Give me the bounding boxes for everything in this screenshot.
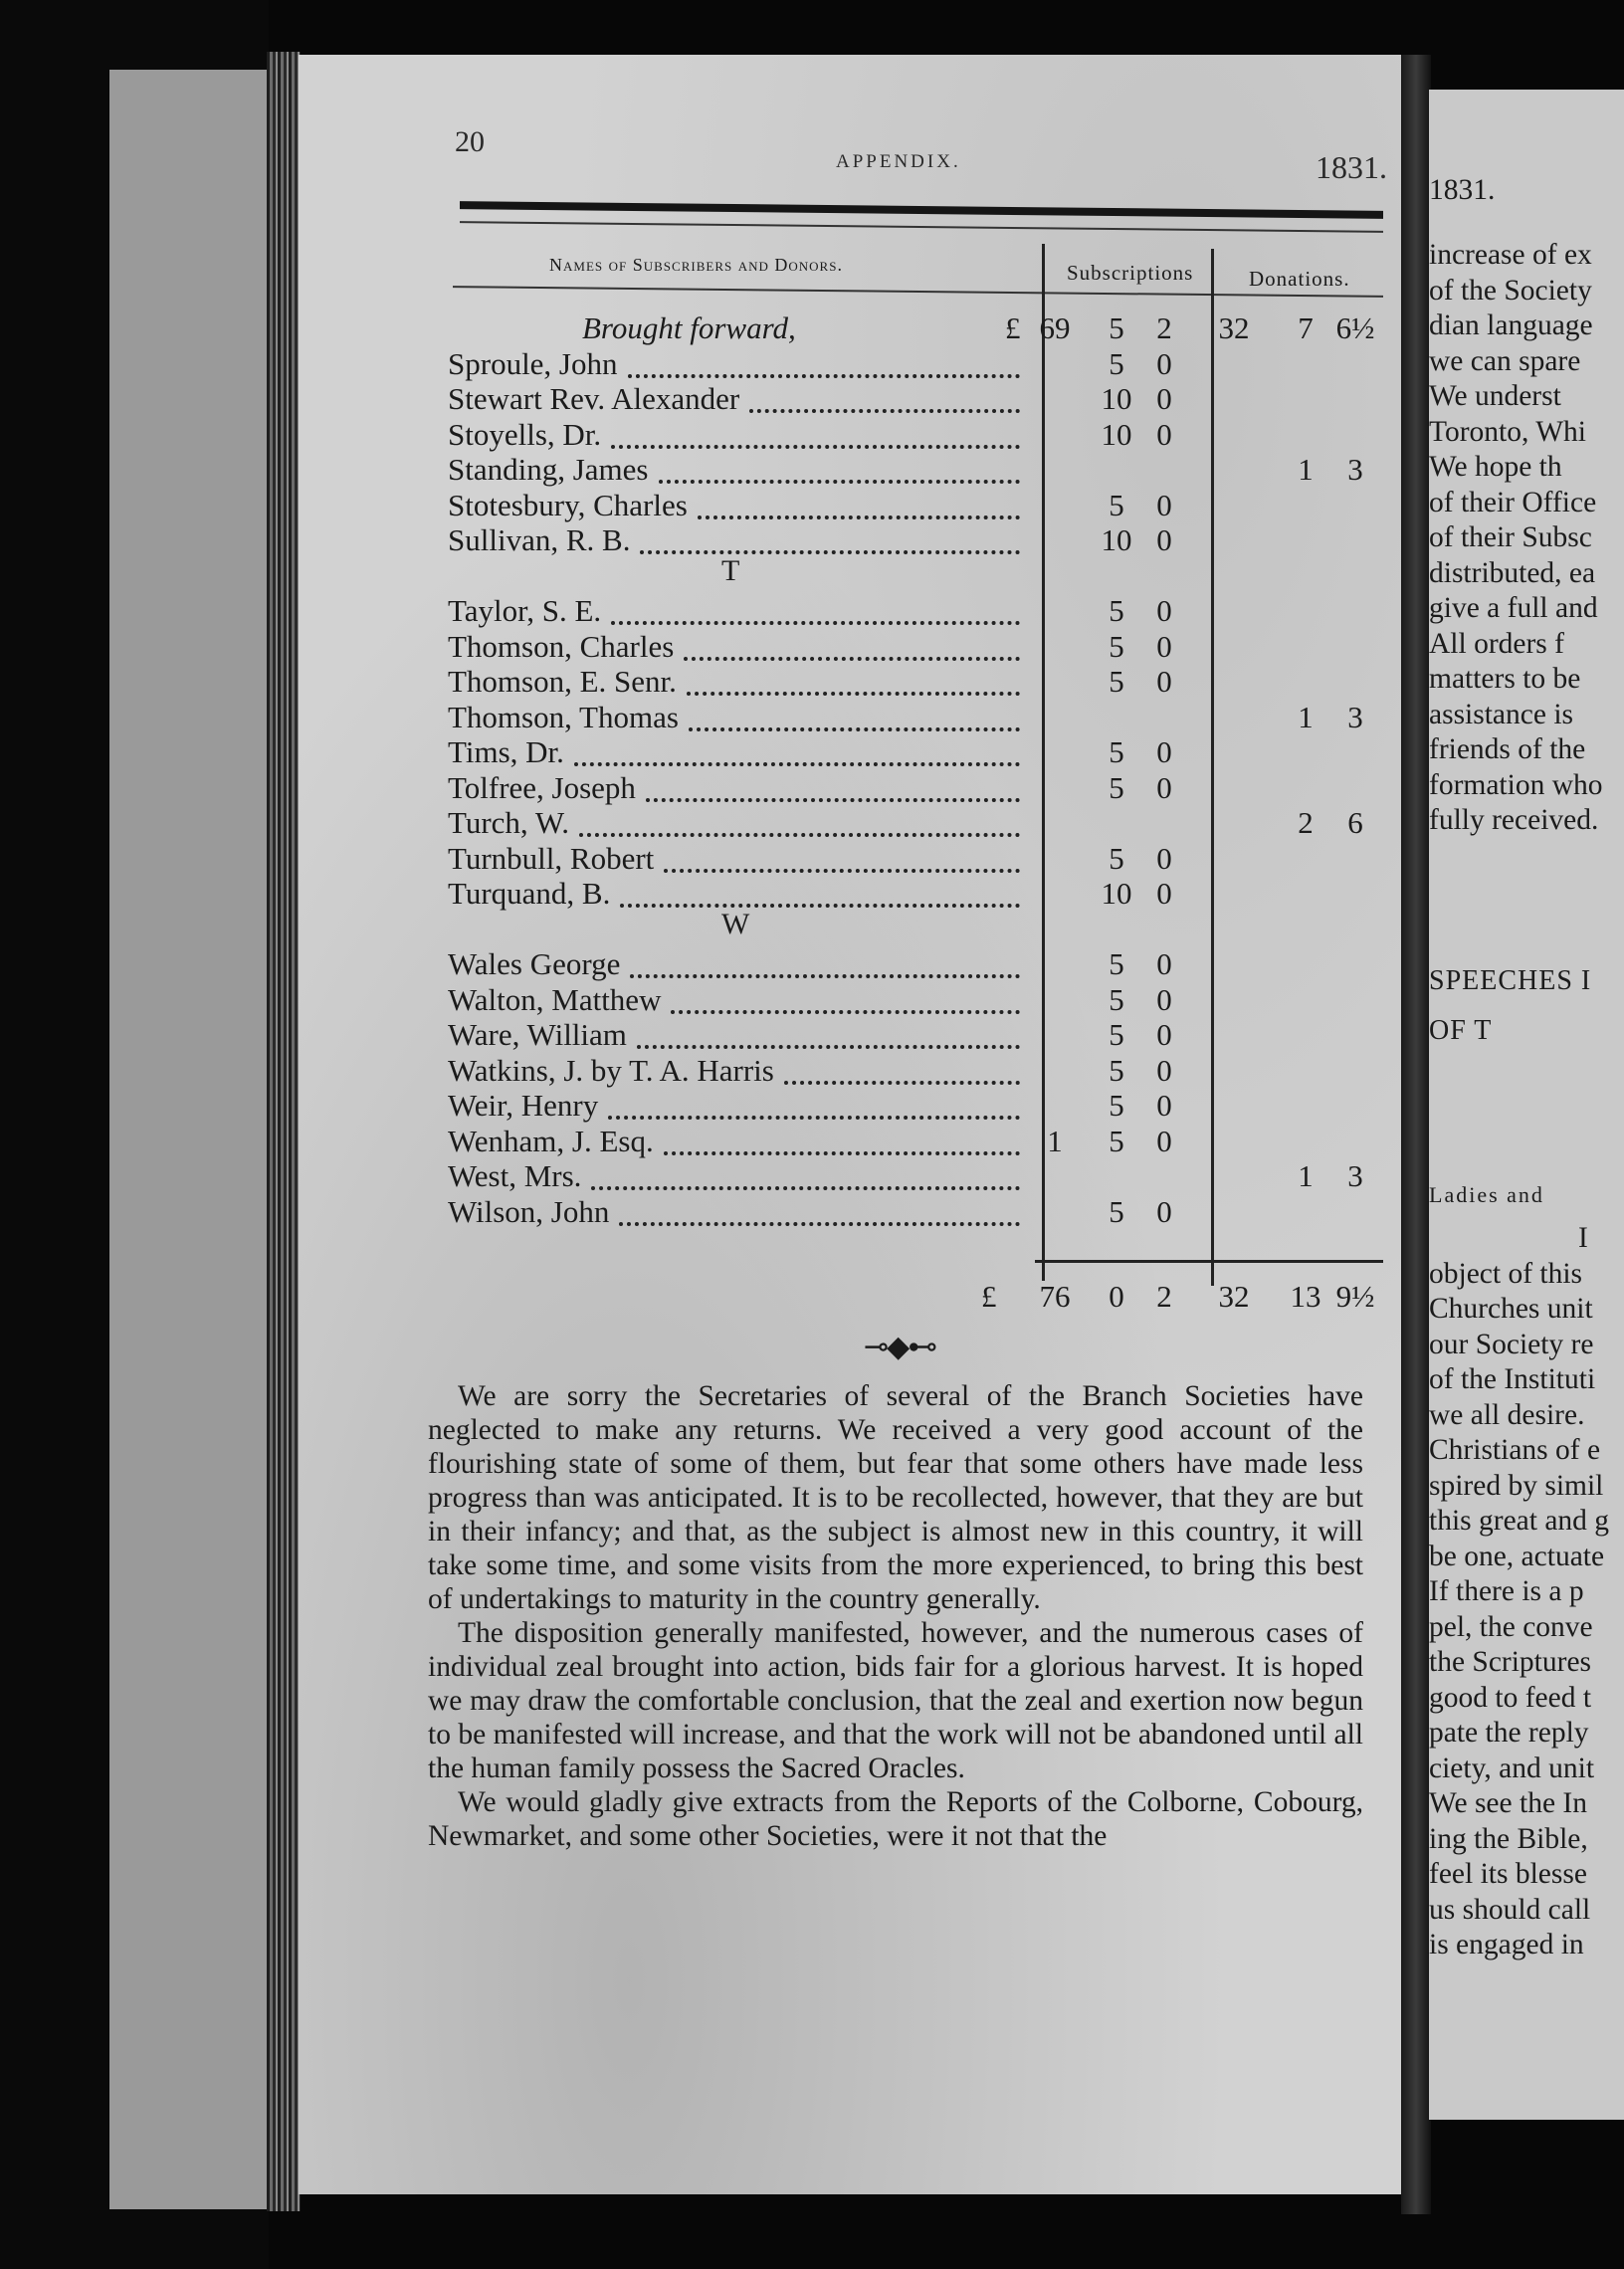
table-row <box>448 522 1388 558</box>
right-page-line: of their Office <box>1429 486 1597 518</box>
subscription-amount: 5 <box>1109 1052 1124 1088</box>
subscription-amount: 5 <box>1109 487 1124 522</box>
subscriber-name: Weir, Henry <box>448 1088 599 1123</box>
table-row <box>448 734 1388 770</box>
subscription-amount: 0 <box>1156 345 1172 381</box>
subscription-amount: 0 <box>1156 946 1172 981</box>
right-page-line: fully received. <box>1429 804 1599 836</box>
table-row <box>448 841 1388 877</box>
right-page-line: us should call <box>1429 1893 1591 1926</box>
right-page-line: formation who <box>1429 768 1603 801</box>
table-row <box>448 664 1388 700</box>
ornament-divider: ⊸◆⊷ <box>864 1331 936 1363</box>
subscriber-name: Tims, Dr. <box>448 734 564 769</box>
right-page-line: of the Society <box>1429 274 1592 307</box>
subscription-amount: 0 <box>1156 734 1172 769</box>
subscriber-name: Taylor, S. E. <box>448 593 602 628</box>
right-page-line: matters to be <box>1429 663 1581 695</box>
donation-amount: 3 <box>1347 699 1363 734</box>
leader-dots <box>637 1041 1020 1049</box>
subscriber-name: Thomson, Charles <box>448 628 675 664</box>
leader-dots <box>619 1218 1020 1226</box>
right-page-line: assistance is <box>1429 698 1574 730</box>
leader-dots <box>611 441 1020 449</box>
table-row <box>448 346 1388 382</box>
subscriber-name: Turquand, B. <box>448 876 611 911</box>
subscriber-name: Sullivan, R. B. <box>448 522 631 557</box>
right-page-line: ciety, and unit <box>1429 1752 1595 1784</box>
subscription-amount: 0 <box>1156 981 1172 1017</box>
subscription-amount: 0 <box>1156 522 1172 557</box>
subscriber-name: West, Mrs. <box>448 1158 582 1193</box>
subscription-amount: 0 <box>1156 1052 1172 1088</box>
subscription-amount: 0 <box>1156 487 1172 522</box>
leader-dots <box>579 829 1020 837</box>
subscription-amount: 5 <box>1109 1123 1124 1158</box>
leader-dots <box>687 688 1020 696</box>
leader-dots <box>664 865 1020 873</box>
brought-forward-label: Brought forward, <box>582 310 796 345</box>
right-page-line: object of this <box>1429 1257 1583 1290</box>
right-page-line: be one, actuate <box>1429 1540 1605 1572</box>
leader-dots <box>784 1077 1020 1085</box>
right-page-line: I <box>1578 1222 1588 1254</box>
subscriber-name: Turch, W. <box>448 805 570 840</box>
right-page-heading: OF T <box>1429 1015 1493 1046</box>
right-page-line: good to feed t <box>1429 1681 1592 1714</box>
subscriber-name: Stewart Rev. Alexander <box>448 381 740 416</box>
right-page-line: All orders f <box>1429 627 1564 660</box>
leader-dots <box>664 1147 1020 1155</box>
table-row <box>448 1158 1388 1194</box>
donation-amount: 3 <box>1347 1158 1363 1193</box>
table-row <box>448 770 1388 806</box>
subscription-amount: 5 <box>1109 345 1124 381</box>
subscriber-name: Sproule, John <box>448 345 618 381</box>
subscription-amount: 2 <box>1156 310 1172 345</box>
subscription-amount: 69 <box>1039 310 1071 345</box>
total-rule <box>1035 1260 1383 1263</box>
leader-dots <box>684 653 1020 661</box>
right-page-line: the Scriptures <box>1429 1646 1592 1678</box>
donation-amount: 32 <box>1218 310 1250 345</box>
subscriber-name: Standing, James <box>448 452 649 487</box>
subscription-amount: 0 <box>1156 1017 1172 1052</box>
donation-amount: 2 <box>1298 805 1314 840</box>
right-page-line: We see the In <box>1429 1787 1587 1819</box>
right-page-line: distributed, ea <box>1429 556 1596 589</box>
subscriber-name: Stotesbury, Charles <box>448 487 688 522</box>
table-row <box>448 1194 1388 1230</box>
subscription-amount: 0 <box>1156 769 1172 805</box>
right-page-line: If there is a p <box>1429 1575 1584 1607</box>
leader-dots <box>628 370 1021 378</box>
subscription-amount: 10 <box>1101 522 1132 557</box>
subscription-amount: 0 <box>1156 1123 1172 1158</box>
right-page-line: we all desire. <box>1429 1398 1585 1431</box>
right-page-line: is engaged in <box>1429 1929 1584 1960</box>
subscription-amount: 0 <box>1156 628 1172 664</box>
subscription-amount: 0 <box>1156 664 1172 699</box>
subscription-amount: 10 <box>1101 876 1132 911</box>
paragraph-3: We would gladly give extracts from the Reports of the Colborne, Cobourg, Newmarket, and some other Societies, were it not that the <box>428 1786 1363 1852</box>
right-page-line: our Society re <box>1429 1328 1594 1360</box>
total-subscription: 2 <box>1156 1279 1172 1314</box>
section-letter: T <box>721 553 740 587</box>
right-page-line: feel its blesse <box>1429 1858 1587 1890</box>
leader-dots <box>698 512 1020 519</box>
subscriber-name: Turnbull, Robert <box>448 840 655 876</box>
leader-dots <box>574 758 1020 766</box>
subscriber-name: Wenham, J. Esq. <box>448 1123 654 1158</box>
right-page-line: Toronto, Whi <box>1429 415 1586 448</box>
donation-amount: 6 <box>1347 805 1363 840</box>
header-year: 1831. <box>1316 149 1387 185</box>
page-number: 20 <box>455 125 485 158</box>
right-page-line: of their Subsc <box>1429 521 1592 553</box>
currency-symbol: £ <box>1005 310 1021 345</box>
table-row <box>448 700 1388 735</box>
right-page <box>1429 90 1624 2120</box>
subscription-amount: 5 <box>1109 840 1124 876</box>
table-row <box>448 946 1388 982</box>
donation-amount: 3 <box>1347 452 1363 487</box>
right-page-line: we can spare <box>1429 344 1581 377</box>
table-row <box>448 1053 1388 1089</box>
right-page-line: give a full and <box>1429 592 1598 624</box>
subscriber-name: Stoyells, Dr. <box>448 416 602 452</box>
subscription-amount: 5 <box>1109 981 1124 1017</box>
subscription-amount: 1 <box>1047 1123 1063 1158</box>
subscription-amount: 5 <box>1109 628 1124 664</box>
section-letter: W <box>721 907 750 940</box>
subscriber-name: Ware, William <box>448 1017 627 1052</box>
table-row <box>448 982 1388 1018</box>
subscription-amount: 0 <box>1156 1088 1172 1123</box>
subscription-amount: 0 <box>1156 876 1172 911</box>
leader-dots <box>611 617 1020 625</box>
subscription-amount: 5 <box>1109 664 1124 699</box>
brought-forward-row <box>448 310 1388 346</box>
subscription-amount: 5 <box>1109 946 1124 981</box>
total-donation: 9½ <box>1335 1279 1375 1314</box>
table-row <box>448 1124 1388 1159</box>
subscription-amount: 5 <box>1109 734 1124 769</box>
leader-dots <box>591 1182 1020 1190</box>
right-page-year: 1831. <box>1429 174 1496 206</box>
table-row <box>448 629 1388 665</box>
right-page-line: this great and g <box>1429 1505 1610 1537</box>
leader-dots <box>646 794 1020 802</box>
table-row <box>448 593 1388 629</box>
donation-amount: 7 <box>1298 310 1314 345</box>
subscription-amount: 0 <box>1156 381 1172 416</box>
leader-dots <box>671 1006 1020 1014</box>
leader-dots <box>630 970 1020 978</box>
subscription-amount: 5 <box>1109 1017 1124 1052</box>
subscription-amount: 0 <box>1156 840 1172 876</box>
donation-amount: 1 <box>1298 699 1314 734</box>
right-page-line: pel, the conve <box>1429 1610 1593 1643</box>
subscription-amount: 5 <box>1109 1193 1124 1229</box>
right-page-line: dian language <box>1429 309 1593 341</box>
total-subscription: 76 <box>1039 1279 1071 1314</box>
subscription-amount: 0 <box>1156 416 1172 452</box>
donation-amount: 1 <box>1298 1158 1314 1193</box>
book-spine <box>267 52 301 2211</box>
table-row <box>448 1088 1388 1124</box>
right-page-heading: Ladies and <box>1429 1182 1544 1207</box>
subscriber-name: Thomson, Thomas <box>448 699 679 734</box>
right-page-line: We underst <box>1429 380 1561 412</box>
paragraph-1: We are sorry the Secretaries of several of the Branch Societies have neglected to make any returns. We received a very good account of the flourishing state of some of them, but fear that some others have made less progress than was anticipated. It is to be recollected, however, that they are but in their infancy; and that, as the subject is almost new in this country, it will take some time, and some visits from the more experienced, to bring this best of undertakings to maturity in the country generally. <box>428 1380 1363 1615</box>
right-page-line: spired by simil <box>1429 1469 1604 1502</box>
table-row <box>448 417 1388 453</box>
table-row <box>448 1017 1388 1053</box>
currency-symbol: £ <box>981 1279 997 1314</box>
table-row <box>448 488 1388 523</box>
total-donation: 32 <box>1218 1279 1250 1314</box>
leader-dots <box>749 405 1020 413</box>
subscription-amount: 5 <box>1109 769 1124 805</box>
subscription-amount: 0 <box>1156 1193 1172 1229</box>
subscription-amount: 5 <box>1109 1088 1124 1123</box>
leader-dots <box>640 546 1020 554</box>
subscriber-name: Walton, Matthew <box>448 981 662 1017</box>
right-page-line: We hope th <box>1429 451 1562 483</box>
donation-amount: 1 <box>1298 452 1314 487</box>
paragraph-2: The disposition generally manifested, however, and the numerous cases of individual zeal brought into action, bids fair for a glorious harvest. It is hoped we may draw the comfortable conclusion, that the zeal and exertion now begun to be manifested will increase, and that the work will not be abandoned until all the human family possess the Sacred Oracles. <box>428 1617 1363 1784</box>
table-row <box>448 452 1388 488</box>
table-row <box>448 805 1388 841</box>
subscriber-name: Thomson, E. Senr. <box>448 664 677 699</box>
total-donation: 13 <box>1290 1279 1321 1314</box>
column-header-names: Names of Subscribers and Donors. <box>549 255 843 275</box>
subscription-amount: 0 <box>1156 593 1172 628</box>
subscription-amount: 10 <box>1101 416 1132 452</box>
table-row <box>448 876 1388 912</box>
subscriber-name: Wilson, John <box>448 1193 610 1229</box>
leader-dots <box>608 1112 1020 1120</box>
right-page-line: Christians of e <box>1429 1434 1601 1466</box>
right-page-line: friends of the <box>1429 733 1586 765</box>
page-gutter <box>1401 55 1431 2214</box>
column-header-subscriptions: Subscriptions <box>1067 261 1194 285</box>
right-page-line: increase of ex <box>1429 239 1592 271</box>
subscription-amount: 5 <box>1109 593 1124 628</box>
right-page-line: of the Instituti <box>1429 1363 1596 1395</box>
subscriber-name: Wales George <box>448 946 621 981</box>
leader-dots <box>659 476 1021 484</box>
subscriber-name: Watkins, J. by T. A. Harris <box>448 1052 774 1088</box>
book-backing <box>109 70 289 2209</box>
leader-dots <box>689 723 1020 731</box>
total-subscription: 0 <box>1109 1279 1124 1314</box>
right-page-line: ing the Bible, <box>1429 1822 1588 1855</box>
table-row <box>448 381 1388 417</box>
leader-dots <box>620 900 1020 908</box>
right-page-heading: SPEECHES I <box>1429 965 1592 996</box>
subscription-amount: 10 <box>1101 381 1132 416</box>
donation-amount: 6½ <box>1335 310 1375 345</box>
subscriber-name: Tolfree, Joseph <box>448 769 636 805</box>
right-page-line: pate the reply <box>1429 1717 1589 1749</box>
running-head: APPENDIX. <box>836 151 961 172</box>
column-header-donations: Donations. <box>1249 267 1350 291</box>
right-page-line: Churches unit <box>1429 1293 1593 1325</box>
body-text <box>428 1379 1363 1853</box>
subscription-amount: 5 <box>1109 310 1124 345</box>
